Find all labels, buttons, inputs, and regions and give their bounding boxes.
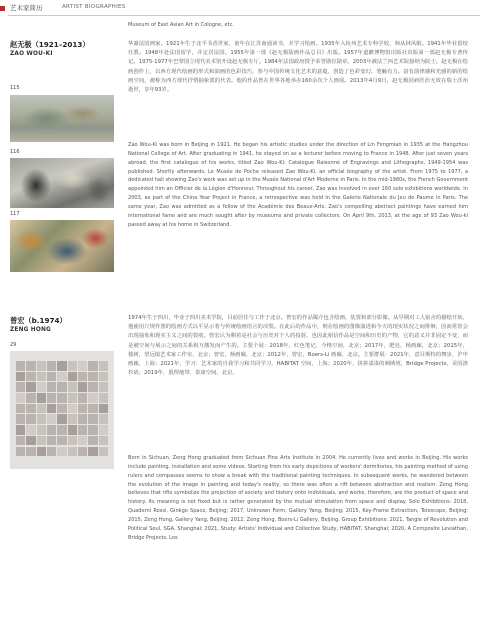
artist-bio-en: Born in Sichuan, Zeng Hong graduated from Sichuan Fine Arts Institute in 2004. He currently lives and works in Beijing. His works include painting, installation and some videos. Starting from his early depictions of workers' dormitories, his painting method of using rulers and compasses seems to show a break with the traditional painting techniques. In subsequent works, he wandered between the evolution of the image in painting and today's reality, so there was often a rift between abstraction and realism. Zeng Hong believes that rifts symbolize the projection of society and history onto individuals, and works, therefore, are the product of space and history. Its meaning is not fixed but is rather generated by the mutual stimulation from space and display. Solo Exhibitions: 2018, Quaderni Rossi, Ginkgo Space, Beijing; 2017, Unknown Form, Gallery Yang, Beijing; 2015, Key-Frame Extraction, Telescope, Beijing; 2015, Zeng Hong, Gallery Yang, Beijing; 2012, Zeng Hong, Boers-Li Gallery, Beijing. Group Exhibitions: 2021, Tangle of Revolution and Political Soul, SGA, Shanghai; 2021, Study: Artists' Individual and Collective Study, HABITAT, Shanghai; 2020, A Composite Leviathan, Bridge Projects, Los xyxy=(128,455,468,541)
artwork-thumbnail xyxy=(10,220,114,272)
artwork-thumbnail xyxy=(10,95,114,142)
artwork-thumbnail xyxy=(10,158,114,208)
section-marker xyxy=(0,6,5,11)
page-header xyxy=(0,0,480,17)
section-title-cn: 艺术家简历 xyxy=(10,4,43,12)
artwork-grid xyxy=(16,361,108,459)
continued-line: Museum of East Asian Art in Cologne, etc. xyxy=(128,22,234,28)
header-rule xyxy=(8,15,480,16)
plate-number: 29 xyxy=(10,342,17,348)
plate-number: 115 xyxy=(10,85,20,91)
artist-name-cn: 赵无极（1921–2013） xyxy=(10,40,90,49)
section-title-en: ARTIST BIOGRAPHIES xyxy=(62,4,126,10)
artist-bio-en: Zao Wou-Ki was born in Beijing in 1921. He began his artistic studies under the direction of Lin Fengmian in 1935 at the Hangzhou National College of Art. After graduating in 1941, he stayed on as a lecturer before moving to France in 1948. After just seven years abroad, the first catalogue of his works, titled Zao Wou-Ki: Catalogue Raisonné of Engravings and Lithographs, 1949-1954 was published. Shortly afterwards, Le Musée de Poche released Zao Wou-Ki, an official biography of the artist. From 1975 to 1977, a dedicated hall showing Zao's work was set up in the Musée National d'Art Moderne in Paris. In the mid-1980s, the French Government appointed him an Officier de la Légion d'Honneur. Throughout his career, Zao was involved in over 160 solo exhibitions worldwide. In 2003, as part of the China Year Project in France, a retrospective was held in the Galerie Nationale du Jeu de Paume in Paris. The same year, Zao was admitted as a fellow of the Académie des Beaux-Arts. Zao's compelling abstract paintings have earned him international fame and are much sought after by museums and private collectors. On April 9th, 2013, at the age of 93 Zao Wou-ki passed away at his home in Switzerland. xyxy=(128,142,468,228)
artwork-thumbnail xyxy=(10,351,114,469)
artist-bio-cn: 华裔法国画家。1921年生于北平书香世家，童年在江苏南通读书，并学习绘画。1935年入杭州艺术专科学校，师从林风眠。1941年毕业留校任教。1948年赴法国留学，并定居法国。1955年第一部《赵无极版画作品总目》出版。1957年道歉博物馆出版社出版第一部赵无极专著传记。1975-1977年巴黎国立现代美术馆开设赵无极专厅。1984年法国政府授予荣誉勋位勋章。2003年被法兰西艺术院接纳为院士。赵无极在绘画创作上，以西方现代绘画的形式和油画的色彩技巧，参与中国传统文化艺术的意蕴，创造了色彩变幻、笔触有力、富有韵律感和光感的新的绘画空间，被称为西方现代抒情抽象派的代表。他的作品曾在世界各地举办160余次个人画展。2013年4月9日，赵无极因病医治无效在瑞士沃州逝世，享年93岁。 xyxy=(128,41,468,94)
artist-name-en: ZAO WOU-KI xyxy=(10,51,53,57)
artist-name-cn: 曾宏（b.1974） xyxy=(10,316,67,325)
plate-number: 116 xyxy=(10,149,20,155)
artist-name-en: ZENG HONG xyxy=(10,327,51,333)
artist-bio-cn: 1974年生于四川，毕业于四川美术学院，目前居住与工作于北京。曾宏的作品媒介包含绘画、装置和部分影像。从早期对工人宿舍的描绘开始，他使用尺规作图的绘画方式以平显示着与传统绘画语言的决裂。在此后的作品中，则在绘画的图像演进和今天的现实状况之间徘徊，因而常常会出现抽象和现实主义之间的裂痕。曾宏认为剩着是社会与历史对个人的投射，也因此相信作品是空间和历史的产物，它的意义并非固定不变，而是被空间与展示之间的关系相互激发而产生的。主要个展：2018年，红色笔记，今格空间，北京；2017年，肥皂，杨画廊，北京；2015年，独树，望远镜艺术家工作室，北京；曾宏，杨画廊，北京；2012年，曾宏，Boers-Li 画廊，北京。主要群展：2021年，意目斯特的舞步，沪申画廊，上海；2021年，学习：艺术家的自我学习和共同学习，HABITAT 空间，上海；2020年，拼拼凑凑的刺绣班，Bridge Projects，美国洛杉矶；2019年，肌理地带，泰康空间，北京。 xyxy=(128,315,468,377)
plate-number: 117 xyxy=(10,211,20,217)
